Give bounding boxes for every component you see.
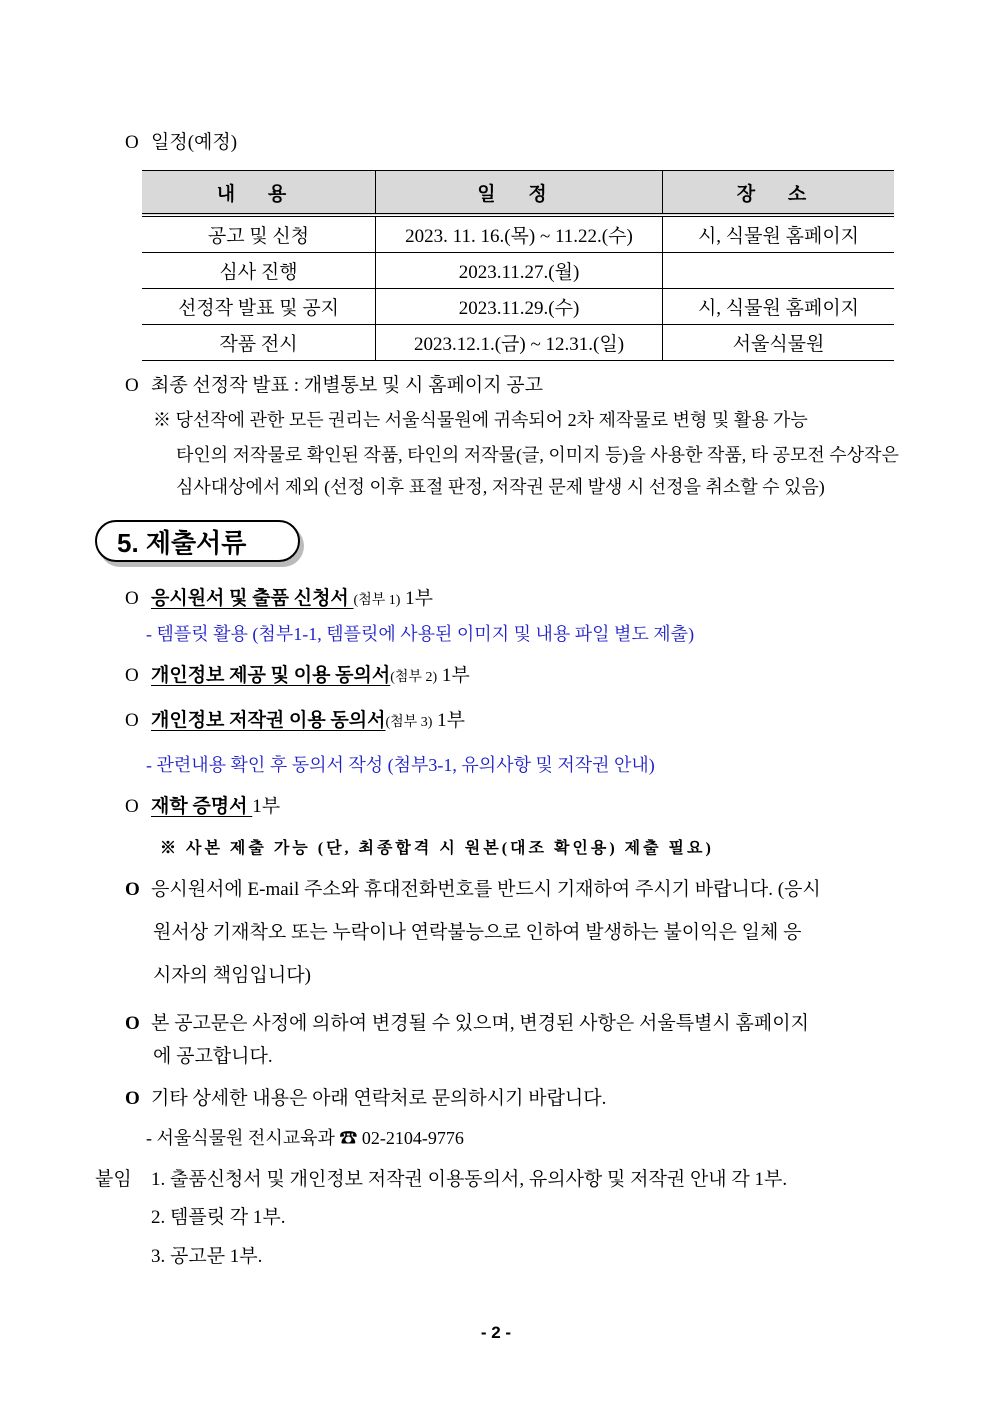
section-title: 5. 제출서류 <box>95 520 300 562</box>
paragraph: O 기타 상세한 내용은 아래 연락처로 문의하시기 바랍니다. <box>125 1088 607 1109</box>
cell: 2023. 11. 16.(목) ~ 11.22.(수) <box>376 215 663 253</box>
table-row <box>142 325 894 361</box>
schedule-heading: O 일정(예정) <box>125 132 238 153</box>
table-row <box>142 215 894 253</box>
cell <box>663 253 895 289</box>
phone-icon: ☎ <box>339 1128 358 1148</box>
header-content: 내 용 <box>142 171 376 216</box>
table-row <box>142 289 894 325</box>
cell: 2023.12.1.(금) ~ 12.31.(일) <box>376 325 663 361</box>
schedule-table <box>142 170 894 361</box>
table-row <box>142 253 894 289</box>
paragraph: O 본 공고문은 사정에 의하여 변경될 수 있으며, 변경된 사항은 서울특별시 홈페이지 <box>125 1013 809 1034</box>
cell: 시, 식물원 홈페이지 <box>663 215 895 253</box>
cell: 서울식물원 <box>663 325 895 361</box>
document-item: O 응시원서 및 출품 신청서 (첨부 1) 1부 <box>125 588 434 609</box>
attachments-label: 붙임 <box>95 1169 132 1190</box>
document-note: ※ 사본 제출 가능 (단, 최종합격 시 원본(대조 확인용) 제출 필요) <box>160 840 714 857</box>
paragraph-cont: 시자의 책임입니다) <box>153 965 311 986</box>
attachment-item: 2. 템플릿 각 1부. <box>151 1207 286 1228</box>
cell: 2023.11.27.(월) <box>376 253 663 289</box>
attachment-item: 3. 공고문 1부. <box>151 1246 263 1267</box>
paragraph-cont: 에 공고합니다. <box>153 1046 273 1067</box>
document-item: O 재학 증명서 1부 <box>125 796 281 817</box>
cell: 공고 및 신청 <box>142 215 376 253</box>
notice-line: 타인의 저작물로 확인된 작품, 타인의 저작물(글, 이미지 등)을 사용한 작품, 타 공모전 수상작은 <box>176 445 899 465</box>
document-item: O 개인정보 저작권 이용 동의서(첨부 3) 1부 <box>125 710 465 731</box>
cell: 심사 진행 <box>142 253 376 289</box>
notice-line: 심사대상에서 제외 (선정 이후 표절 판정, 저작권 문제 발생 시 선정을 취소할 수 있음) <box>176 477 825 497</box>
header-date: 일 정 <box>376 171 663 216</box>
document-sub: - 템플릿 활용 (첨부1-1, 템플릿에 사용된 이미지 및 내용 파일 별도 제출) <box>146 624 695 644</box>
cell: 시, 식물원 홈페이지 <box>663 289 895 325</box>
cell: 선정작 발표 및 공지 <box>142 289 376 325</box>
page-number: - 2 - <box>480 1323 512 1342</box>
cell: 작품 전시 <box>142 325 376 361</box>
contact: - 서울식물원 전시교육과 ☎ 02-2104-9776 <box>146 1128 464 1148</box>
notice-line: ※ 당선작에 관한 모든 권리는 서울식물원에 귀속되어 2차 제작물로 변형 및 활용 가능 <box>153 410 808 430</box>
document-sub: - 관련내용 확인 후 동의서 작성 (첨부3-1, 유의사항 및 저작권 안내) <box>146 755 655 775</box>
header-place: 장 소 <box>663 171 895 216</box>
paragraph: O 응시원서에 E-mail 주소와 휴대전화번호를 반드시 기재하여 주시기 바랍니다. (응시 <box>125 879 821 900</box>
document-item: O 개인정보 제공 및 이용 동의서(첨부 2) 1부 <box>125 665 470 686</box>
table-header <box>142 171 894 216</box>
attachment-item: 1. 출품신청서 및 개인정보 저작권 이용동의서, 유의사항 및 저작권 안내 각 1부. <box>151 1169 788 1190</box>
cell: 2023.11.29.(수) <box>376 289 663 325</box>
paragraph-cont: 원서상 기재착오 또는 누락이나 연락불능으로 인하여 발생하는 불이익은 일체 응 <box>153 922 802 943</box>
final-announce: O 최종 선정작 발표 : 개별통보 및 시 홈페이지 공고 <box>125 375 544 396</box>
